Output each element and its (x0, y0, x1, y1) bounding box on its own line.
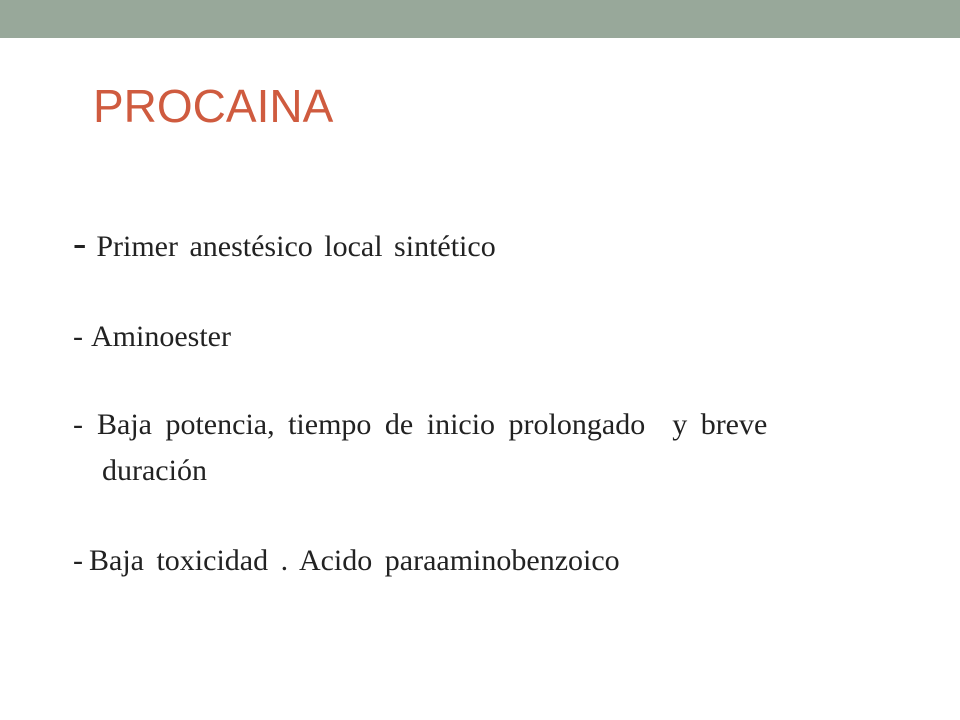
bullet-dash: - (73, 320, 83, 353)
bullet-text: Baja potencia, tiempo de inicio prolongado y breve (97, 408, 768, 441)
bullet-dash: - (73, 408, 83, 441)
bullet-text: Primer anestésico local sintético (96, 230, 496, 263)
bullet-point-2 (73, 320, 231, 354)
bullet-text: Aminoester (91, 320, 231, 353)
bullet-point-3 (73, 408, 767, 442)
bullet-point-4 (73, 544, 620, 578)
bullet-dash: - (73, 544, 83, 577)
bullet-point-1 (73, 220, 496, 265)
bullet-dash: - (73, 220, 87, 265)
bullet-point-3-continuation: duración (102, 454, 207, 487)
bullet-text: Baja toxicidad . Acido paraaminobenzoico (89, 544, 620, 577)
top-accent-band (0, 0, 960, 38)
slide-title: PROCAINA (93, 80, 334, 132)
